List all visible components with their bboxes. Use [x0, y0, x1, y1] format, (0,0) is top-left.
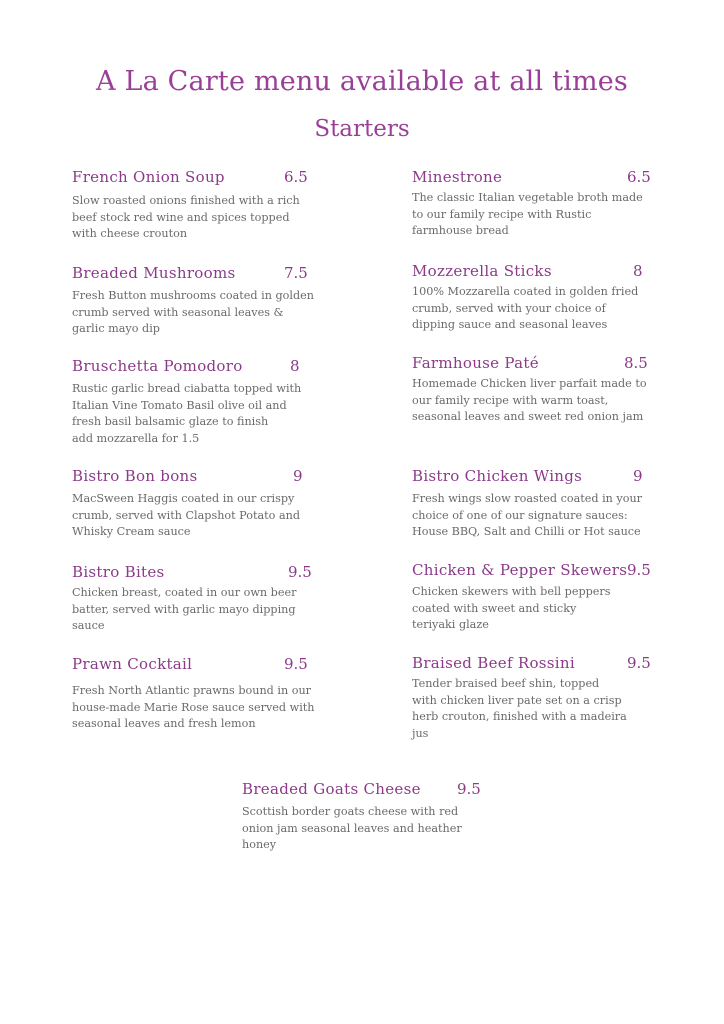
item-price: 6.5 [284, 168, 308, 186]
item-description: Tender braised beef shin, topped with chicken liver pate set on a crisp herb crouton, finished with a madeira jus [412, 677, 627, 740]
item-price: 8 [633, 262, 643, 280]
item-name: French Onion Soup [72, 168, 225, 186]
item-name: Prawn Cocktail [72, 655, 193, 673]
menu-title: A La Carte menu available at all times [95, 66, 628, 97]
menu-item [412, 168, 651, 240]
item-name: Bruschetta Pomodoro [72, 357, 243, 375]
section-heading-starters: Starters [314, 116, 410, 142]
item-price: 9.5 [457, 780, 481, 798]
item-name: Bistro Bon bons [72, 467, 198, 485]
item-description: The classic Italian vegetable broth made to our family recipe with Rustic farmhouse bread [412, 191, 643, 237]
menu-item [412, 654, 651, 742]
item-description: Rustic garlic bread ciabatta topped with Italian Vine Tomato Basil olive oil and fresh basil balsamic glaze to finish [72, 382, 302, 428]
menu-item [72, 467, 317, 541]
menu-item [412, 467, 648, 541]
menu-item [412, 262, 648, 334]
item-description: Fresh Button mushrooms coated in golden crumb served with seasonal leaves & garlic mayo dip [72, 289, 314, 335]
item-description: Chicken skewers with bell peppers coated with sweet and sticky teriyaki glaze [412, 585, 611, 631]
item-name: Bistro Bites [72, 563, 165, 581]
menu-item [72, 655, 317, 733]
item-description: Chicken breast, coated in our own beer batter, served with garlic mayo dipping sauce [72, 586, 297, 632]
item-name: Braised Beef Rossini [412, 654, 575, 672]
item-name: Chicken & Pepper Skewers [412, 561, 628, 579]
item-price: 9 [293, 467, 303, 485]
item-name: Bistro Chicken Wings [412, 467, 583, 485]
item-price: 9 [633, 467, 643, 485]
item-price: 8.5 [624, 354, 648, 372]
menu-item [72, 168, 317, 243]
item-description: Homemade Chicken liver parfait made to our family recipe with warm toast, seasonal leaves and sweet red onion jam [412, 377, 647, 423]
item-name: Mozzerella Sticks [412, 262, 552, 280]
item-name: Farmhouse Paté [412, 354, 539, 372]
menu-item [412, 561, 652, 634]
menu-item [72, 563, 317, 635]
item-price: 9.5 [284, 655, 308, 673]
menu-item [72, 357, 317, 447]
item-name: Minestrone [412, 168, 503, 186]
menu-item [72, 264, 317, 338]
item-price: 6.5 [627, 168, 651, 186]
item-name: Breaded Goats Cheese [242, 780, 421, 798]
item-addon: add mozzarella for 1.5 [72, 431, 200, 445]
item-price: 9.5 [627, 654, 651, 672]
item-price: 7.5 [284, 264, 308, 282]
item-description: Slow roasted onions finished with a rich beef stock red wine and spices topped with cheese crouton [72, 194, 300, 240]
item-description: 100% Mozzarella coated in golden fried crumb, served with your choice of dipping sauce and seasonal leaves [412, 285, 639, 331]
item-price: 9.5 [627, 561, 651, 579]
item-description: MacSween Haggis coated in our crispy crumb, served with Clapshot Potato and Whisky Cream sauce [72, 492, 300, 538]
item-description: Scottish border goats cheese with red onion jam seasonal leaves and heather honey [242, 805, 462, 851]
item-name: Breaded Mushrooms [72, 264, 236, 282]
menu-item [242, 780, 482, 854]
item-price: 9.5 [288, 563, 312, 581]
menu-item [412, 354, 648, 426]
item-price: 8 [290, 357, 300, 375]
item-description: Fresh wings slow roasted coated in your choice of one of our signature sauces: House BBQ, Salt and Chilli or Hot sauce [412, 492, 643, 538]
item-description: Fresh North Atlantic prawns bound in our house-made Marie Rose sauce served with seasonal leaves and fresh lemon [72, 684, 315, 730]
